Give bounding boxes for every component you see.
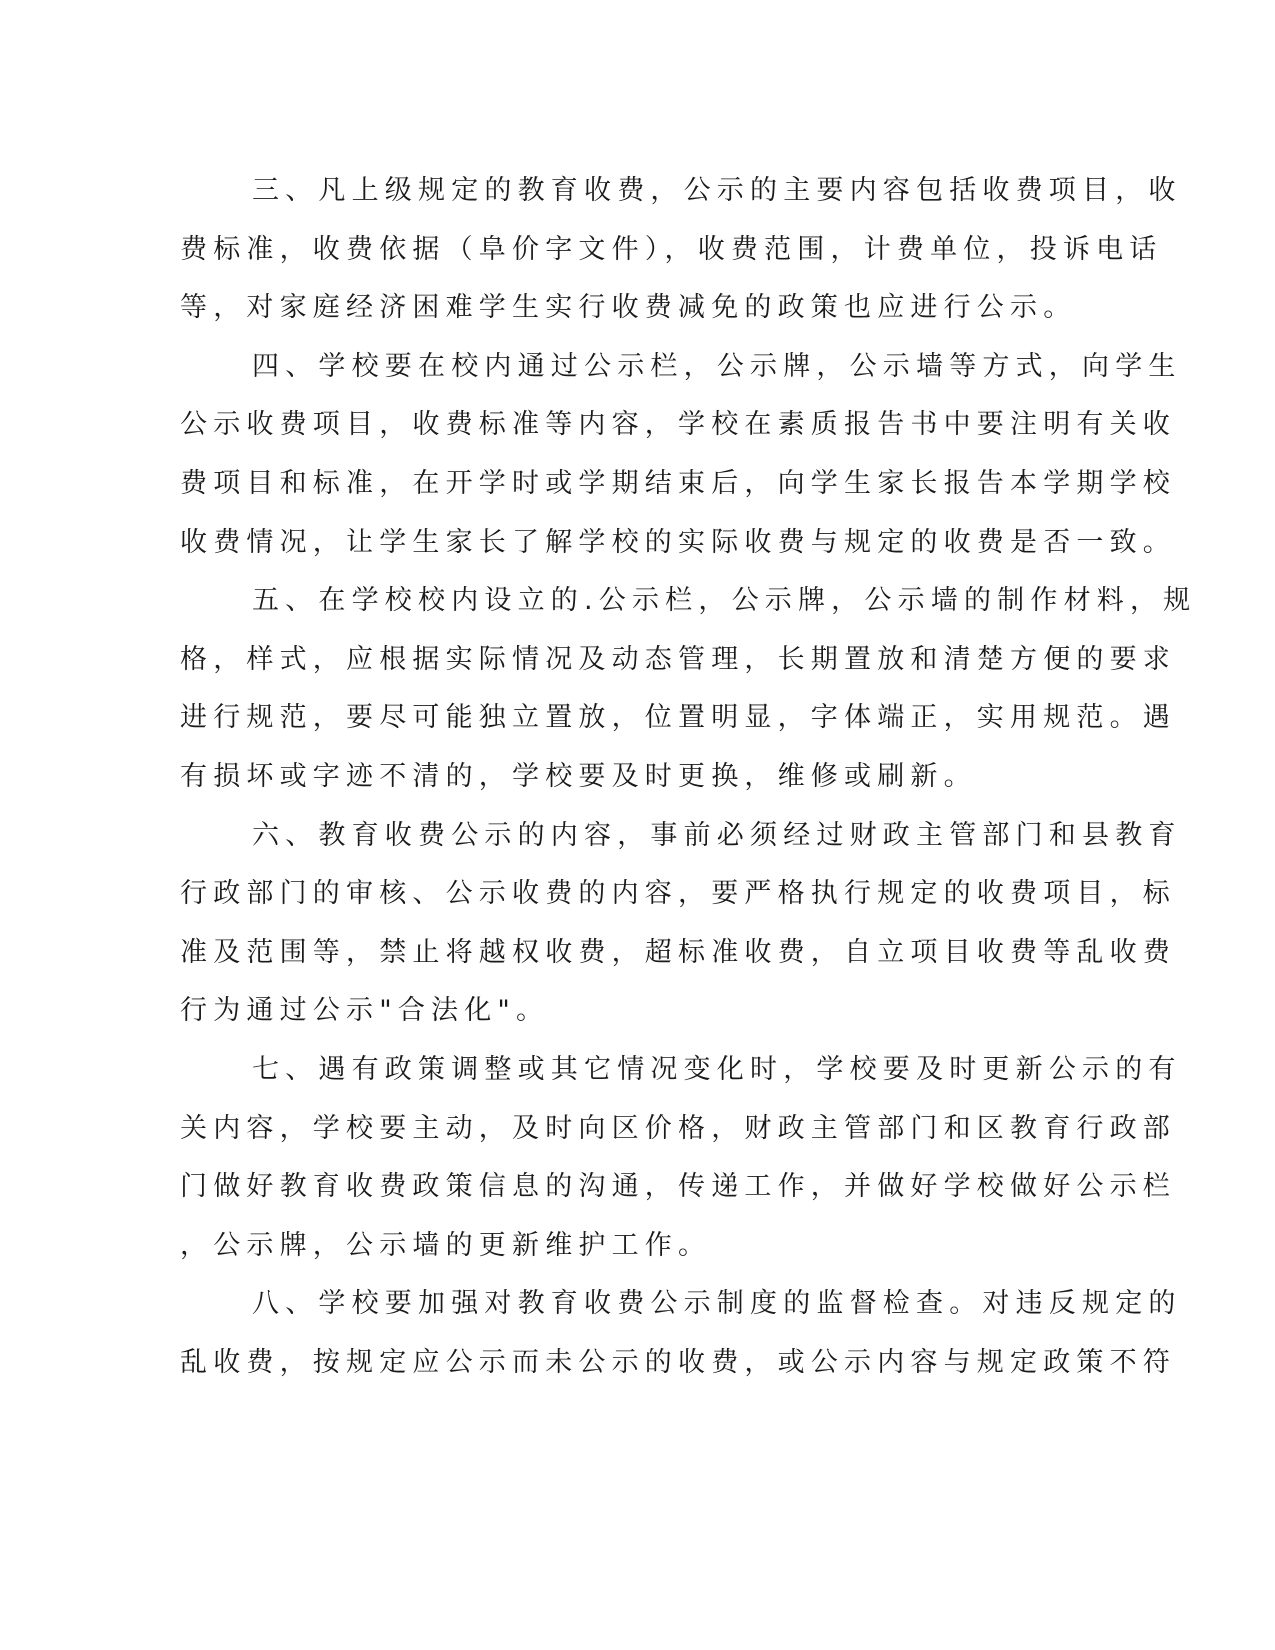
paragraph-6-line-4: 行为通过公示"合法化"。 [180,995,550,1027]
paragraph-7-line-3: 门做好教育收费政策信息的沟通，传递工作，并做好学校做好公示栏 [180,1171,1176,1203]
paragraph-5-line-1: 五、在学校校内设立的.公示栏，公示牌，公示墙的制作材料，规 [252,585,1197,617]
paragraph-8-line-2: 乱收费，按规定应公示而未公示的收费，或公示内容与规定政策不符 [180,1346,1176,1378]
paragraph-6-line-2: 行政部门的审核、公示收费的内容，要严格执行规定的收费项目，标 [180,878,1176,910]
paragraph-3-line-3: 等，对家庭经济困难学生实行收费减免的政策也应进行公示。 [180,292,1077,324]
paragraph-6-line-1: 六、教育收费公示的内容，事前必须经过财政主管部门和县教育 [252,819,1182,851]
paragraph-7-line-4: ，公示牌，公示墙的更新维护工作。 [180,1229,712,1261]
paragraph-7-line-1: 七、遇有政策调整或其它情况变化时，学校要及时更新公示的有 [252,1053,1182,1085]
paragraph-4-line-3: 费项目和标准，在开学时或学期结束后，向学生家长报告本学期学校 [180,467,1176,499]
paragraph-4-line-1: 四、学校要在校内通过公示栏，公示牌，公示墙等方式，向学生 [252,350,1182,382]
paragraph-4-line-2: 公示收费项目，收费标准等内容，学校在素质报告书中要注明有关收 [180,409,1176,441]
paragraph-8-line-1: 八、学校要加强对教育收费公示制度的监督检查。对违反规定的 [252,1288,1182,1320]
paragraph-4-line-4: 收费情况，让学生家长了解学校的实际收费与规定的收费是否一致。 [180,526,1176,558]
paragraph-5-line-4: 有损坏或字迹不清的，学校要及时更换，维修或刷新。 [180,760,977,792]
paragraph-3-line-2: 费标准，收费依据（阜价字文件），收费范围，计费单位，投诉电话 [180,233,1163,265]
paragraph-3-line-1: 三、凡上级规定的教育收费，公示的主要内容包括收费项目，收 [252,175,1182,206]
paragraph-5-line-3: 进行规范，要尽可能独立置放，位置明显，字体端正，实用规范。遇 [180,702,1176,734]
document-body [180,162,1197,1392]
paragraph-6-line-3: 准及范围等，禁止将越权收费，超标准收费，自立项目收费等乱收费 [180,936,1176,968]
paragraph-7-line-2: 关内容，学校要主动，及时向区价格，财政主管部门和区教育行政部 [180,1112,1176,1144]
paragraph-5-line-2: 格，样式，应根据实际情况及动态管理，长期置放和清楚方便的要求 [180,643,1176,675]
